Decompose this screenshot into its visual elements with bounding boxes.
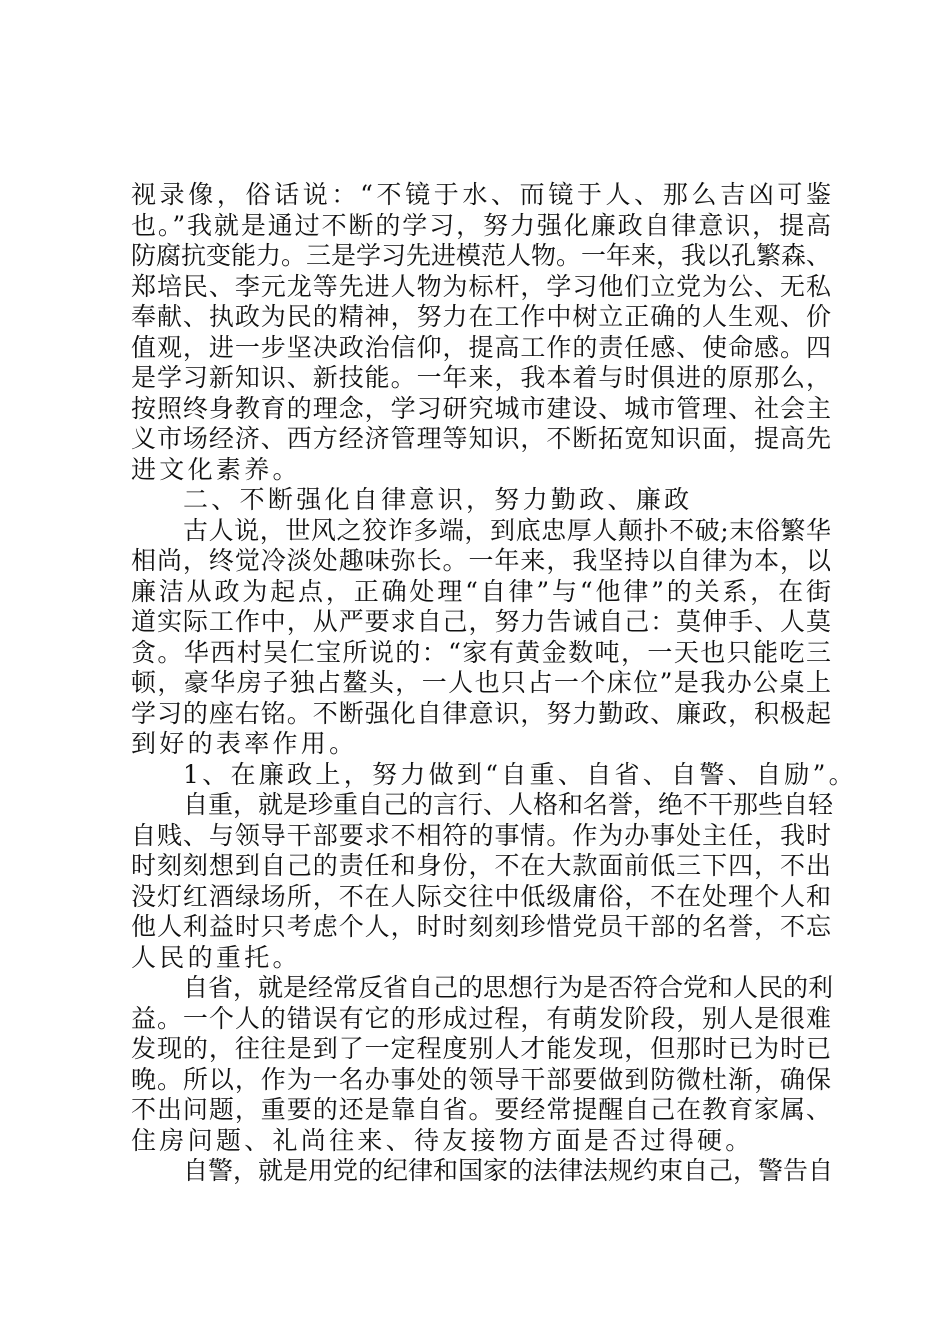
text-line: 古人说，世风之狡诈多端，到底忠厚人颠扑不破;末俗繁华	[183, 515, 831, 545]
text-line: 进文化素养。	[131, 454, 301, 484]
text-line: 时刻刻想到自己的责任和身份，不在大款面前低三下四，不出	[131, 851, 831, 880]
text-line: 廉洁从政为起点，正确处理“自律”与“他律”的关系，在街	[131, 576, 831, 606]
text-line: 视录像，俗话说：“不镜于水、而镜于人、那么吉凶可鉴	[131, 180, 831, 209]
text-line: 防腐抗变能力。三是学习先进模范人物。一年来，我以孔繁森、	[131, 241, 832, 270]
text-line: 二、不断强化自律意识，努力勤政、廉政	[183, 485, 693, 514]
text-line: 奉献、执政为民的精神，努力在工作中树立正确的人生观、价	[131, 302, 831, 331]
text-line: 是学习新知识、新技能。一年来，我本着与时俱进的原那么，	[131, 363, 831, 392]
text-line: 1、在廉政上，努力做到“自重、自省、自警、自励”。	[183, 759, 857, 789]
text-line: 道实际工作中，从严要求自己，努力告诫自己：莫伸手、人莫	[131, 607, 831, 636]
text-line: 自重，就是珍重自己的言行、人格和名誉，绝不干那些自轻	[183, 790, 834, 819]
text-line: 他人利益时只考虑个人，时时刻刻珍惜党员干部的名誉，不忘	[131, 912, 831, 941]
text-line: 不出问题，重要的还是靠自省。要经常提醒自己在教育家属、	[131, 1095, 831, 1124]
text-line: 发现的，往往是到了一定程度别人才能发现，但那时已为时已	[131, 1034, 831, 1063]
text-line: 相尚，终觉冷淡处趣味弥长。一年来，我坚持以自律为本，以	[131, 546, 831, 575]
document-page	[131, 180, 857, 1187]
text-line: 顿，豪华房子独占鳌头，一人也只占一个床位”是我办公桌上	[131, 668, 831, 697]
text-line: 人民的重托。	[131, 942, 301, 972]
text-line: 住房问题、礼尚往来、待友接物方面是否过得硬。	[131, 1125, 754, 1155]
text-line: 义市场经济、西方经济管理等知识，不断拓宽知识面，提高先	[131, 424, 831, 453]
text-line: 到好的表率作用。	[131, 729, 358, 758]
text-line: 没灯红酒绿场所，不在人际交往中低级庸俗，不在处理个人和	[131, 881, 831, 911]
text-line: 晚。所以，作为一名办事处的领导干部要做到防微杜渐，确保	[131, 1064, 831, 1094]
text-line: 值观，进一步坚决政治信仰，提高工作的责任感、使命感。四	[131, 332, 831, 362]
text-line: 自警，就是用党的纪律和国家的法律法规约束自己，警告自	[183, 1156, 834, 1185]
text-line: 学习的座右铭。不断强化自律意识，努力勤政、廉政，积极起	[131, 698, 831, 728]
text-line: 郑培民、李元龙等先进人物为标杆，学习他们立党为公、无私	[131, 271, 831, 301]
text-line: 按照终身教育的理念，学习研究城市建设、城市管理、社会主	[131, 393, 831, 423]
text-line: 益。一个人的错误有它的形成过程，有萌发阶段，别人是很难	[131, 1003, 831, 1033]
text-line: 也。”我就是通过不断的学习，努力强化廉政自律意识，提高	[131, 210, 831, 240]
text-line: 自省，就是经常反省自己的思想行为是否符合党和人民的利	[183, 973, 834, 1002]
text-line: 自贱、与领导干部要求不相符的事情。作为办事处主任，我时	[131, 820, 831, 850]
text-line: 贪。华西村吴仁宝所说的：“家有黄金数吨，一天也只能吃三	[131, 637, 831, 667]
